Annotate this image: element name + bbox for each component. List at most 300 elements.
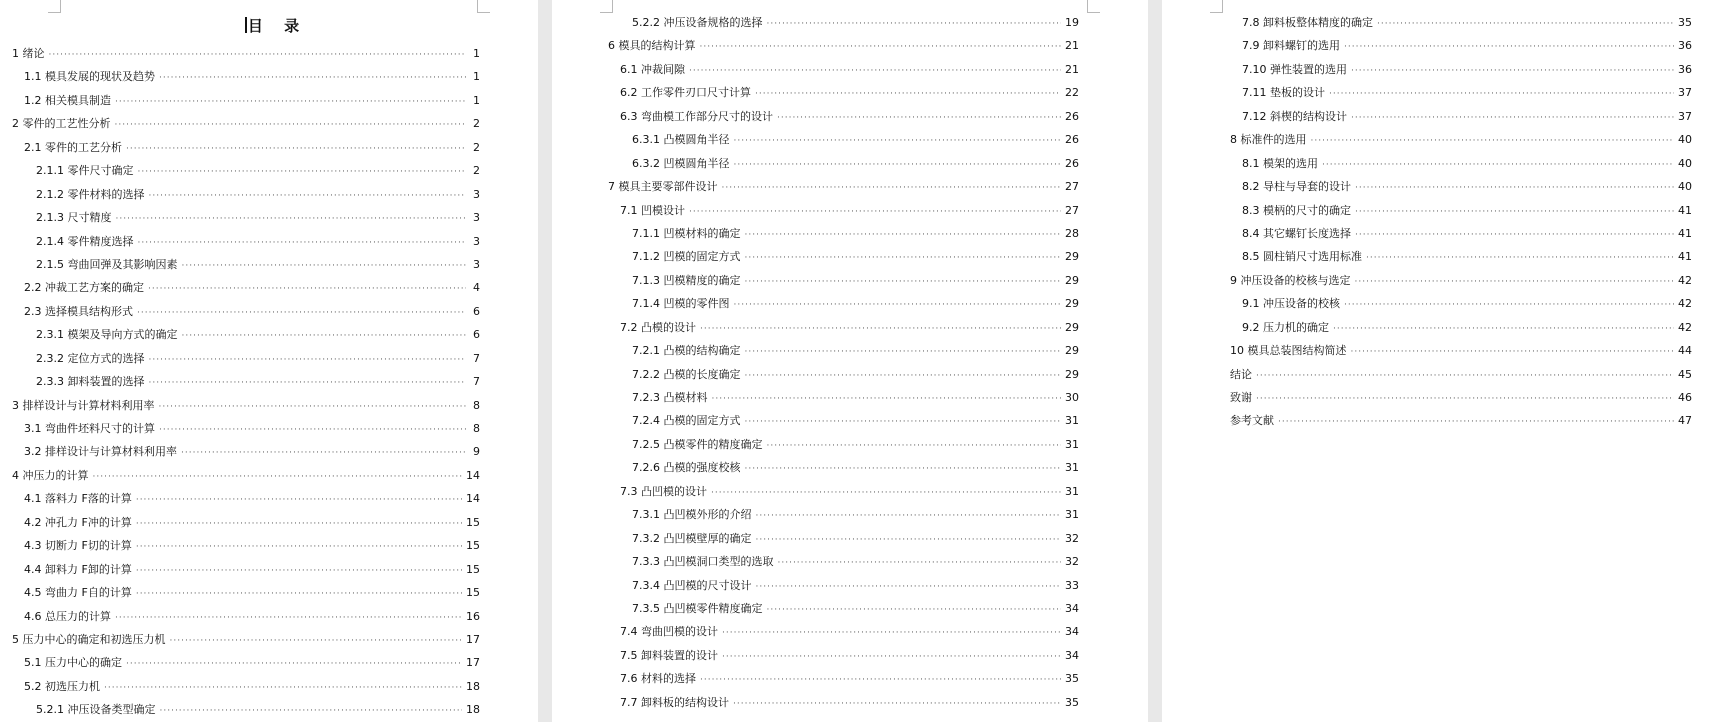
toc-entry-text: 2 零件的工艺性分析 (12, 117, 111, 131)
toc-page-number: 17 (466, 632, 480, 646)
toc-entry-text: 7.7 卸料板的结构设计 (620, 695, 729, 709)
toc-leader-dots (756, 576, 1062, 599)
toc-entry[interactable] (608, 81, 1079, 104)
toc-entry-text: 7.6 材料的选择 (620, 672, 696, 686)
toc-leader-dots (1333, 318, 1674, 341)
toc-page-number: 29 (1065, 250, 1079, 264)
toc-leader-dots (745, 458, 1062, 481)
toc-leader-dots (1355, 271, 1675, 294)
toc-entry[interactable] (608, 667, 1079, 690)
toc-entry-text: 2.3.1 模架及导向方式的确定 (36, 328, 178, 342)
toc-leader-dots (137, 302, 466, 325)
toc-list-page-3 (1230, 11, 1692, 433)
toc-entry[interactable] (12, 323, 480, 346)
toc-entry-text: 1.2 相关模具制造 (24, 93, 111, 107)
toc-page-number: 31 (1065, 461, 1079, 475)
toc-entry-text: 6.3.1 凸模圆角半径 (632, 133, 730, 147)
toc-entry[interactable] (608, 644, 1079, 667)
page-corner-mark (1087, 0, 1100, 13)
toc-page-number: 7 (473, 351, 480, 365)
toc-leader-dots (767, 599, 1062, 622)
toc-page-number: 41 (1678, 203, 1692, 217)
toc-leader-dots (149, 185, 467, 208)
toc-entry-text: 5.1 压力中心的确定 (24, 656, 122, 670)
toc-entry-text: 1.1 模具发展的现状及趋势 (24, 70, 155, 84)
toc-page-number: 29 (1065, 297, 1079, 311)
toc-entry[interactable] (12, 253, 480, 276)
toc-page-number: 32 (1065, 555, 1079, 569)
toc-entry-text: 7.1.2 凹模的固定方式 (632, 250, 741, 264)
page-corner-mark (600, 0, 613, 13)
toc-entry-text: 9.1 冲压设备的校核 (1242, 297, 1340, 311)
toc-leader-dots (745, 247, 1062, 270)
toc-entry-text: 7.2.1 凸模的结构确定 (632, 344, 741, 358)
toc-entry-text: 9 冲压设备的校核与选定 (1230, 273, 1351, 287)
toc-entry-text: 7.2.2 凸模的长度确定 (632, 367, 741, 381)
toc-page-number: 18 (466, 703, 480, 717)
toc-entry-text: 2.1.2 零件材料的选择 (36, 187, 145, 201)
toc-entry-text: 3 排样设计与计算材料利用率 (12, 398, 155, 412)
toc-leader-dots (136, 513, 462, 536)
page-1 (0, 0, 538, 722)
toc-leader-dots (170, 630, 463, 653)
toc-leader-dots (181, 442, 466, 465)
toc-page-number: 14 (466, 468, 480, 482)
toc-entry[interactable] (12, 605, 480, 628)
toc-entry-text: 7.9 卸料螺钉的选用 (1242, 39, 1340, 53)
toc-entry-text: 7.8 卸料板整体精度的确定 (1242, 16, 1373, 29)
toc-page-number: 3 (473, 187, 480, 201)
toc-leader-dots (1256, 365, 1674, 388)
toc-entry[interactable] (1230, 58, 1692, 81)
toc-entry-text: 7.1.1 凹模材料的确定 (632, 226, 741, 240)
toc-entry-text: 4.1 落料力 F落的计算 (24, 492, 132, 506)
toc-entry-text: 7.3.2 凸凹模壁厚的确定 (632, 531, 752, 545)
toc-entry[interactable] (12, 698, 480, 721)
toc-entry[interactable] (12, 347, 480, 370)
toc-leader-dots (49, 44, 467, 67)
toc-leader-dots (115, 114, 467, 137)
toc-entry-text: 6.3 弯曲模工作部分尺寸的设计 (620, 109, 773, 123)
toc-entry[interactable] (608, 292, 1079, 315)
toc-entry-text: 2.1.5 弯曲回弹及其影响因素 (36, 257, 178, 271)
toc-entry-text: 4.2 冲孔力 F冲的计算 (24, 515, 132, 529)
toc-page-number: 15 (466, 586, 480, 600)
toc-page-number: 35 (1065, 695, 1079, 709)
toc-list-page-2 (608, 11, 1079, 714)
toc-page-number: 16 (466, 609, 480, 623)
toc-entry-text: 8.3 模柄的尺寸的确定 (1242, 203, 1351, 217)
toc-entry-text: 2.3.3 卸料装置的选择 (36, 375, 145, 389)
toc-entry-text: 4.5 弯曲力 F自的计算 (24, 586, 132, 600)
toc-page-number: 2 (473, 164, 480, 178)
toc-page-number: 4 (473, 281, 480, 295)
toc-page-number: 26 (1065, 109, 1079, 123)
toc-entry-text: 5 压力中心的确定和初选压力机 (12, 632, 166, 646)
toc-entry[interactable] (12, 159, 480, 182)
toc-leader-dots (1311, 130, 1675, 153)
toc-leader-dots (1377, 13, 1674, 36)
toc-entry-text: 7.12 斜楔的结构设计 (1242, 109, 1347, 123)
toc-entry-text: 3.1 弯曲件坯料尺寸的计算 (24, 422, 155, 435)
toc-entry[interactable] (608, 597, 1079, 620)
toc-page-number: 8 (473, 422, 480, 435)
toc-page-number: 31 (1065, 437, 1079, 451)
toc-page-number: 40 (1678, 133, 1692, 147)
toc-page-number: 6 (473, 304, 480, 318)
toc-leader-dots (149, 372, 467, 395)
toc-page-number: 36 (1678, 62, 1692, 76)
toc-entry[interactable] (12, 558, 480, 581)
toc-page-number: 3 (473, 257, 480, 271)
toc-entry-text: 2.1.4 零件精度选择 (36, 234, 134, 248)
toc-leader-dots (1256, 388, 1674, 411)
toc-page-number: 45 (1678, 367, 1692, 381)
toc-entry[interactable] (12, 112, 480, 135)
toc-entry[interactable] (608, 339, 1079, 362)
toc-entry-text: 7.10 弹性装置的选用 (1242, 62, 1347, 76)
toc-entry[interactable] (1230, 292, 1692, 315)
toc-page-number: 15 (466, 562, 480, 576)
toc-entry-text: 7.2.4 凸模的固定方式 (632, 414, 741, 428)
toc-entry[interactable] (608, 175, 1079, 198)
toc-leader-dots (745, 271, 1062, 294)
toc-entry[interactable] (1230, 34, 1692, 57)
toc-page-number: 30 (1065, 391, 1079, 404)
toc-page-number: 21 (1065, 62, 1079, 76)
toc-page-number: 14 (466, 492, 480, 506)
toc-page-number: 1 (473, 93, 480, 107)
toc-entry-text: 7.2.3 凸模材料 (632, 391, 708, 404)
toc-leader-dots (159, 419, 466, 442)
toc-entry[interactable] (1230, 11, 1692, 34)
toc-leader-dots (136, 560, 462, 583)
toc-leader-dots (756, 529, 1062, 552)
toc-entry-text: 6.2 工作零件刃口尺寸计算 (620, 86, 751, 100)
toc-page-number: 37 (1678, 109, 1692, 123)
toc-entry-text: 9.2 压力机的确定 (1242, 320, 1329, 334)
toc-entry-text: 3.2 排样设计与计算材料利用率 (24, 445, 177, 459)
toc-entry[interactable] (12, 42, 480, 65)
toc-leader-dots (182, 255, 467, 278)
toc-page-number: 41 (1678, 226, 1692, 240)
toc-page-number: 17 (466, 656, 480, 670)
toc-entry[interactable] (608, 503, 1079, 526)
toc-leader-dots (148, 278, 466, 301)
toc-entry[interactable] (1230, 316, 1692, 339)
toc-entry[interactable] (12, 206, 480, 229)
page-corner-mark (477, 0, 490, 13)
toc-entry[interactable] (12, 65, 480, 88)
toc-leader-dots (722, 177, 1062, 200)
toc-leader-dots (700, 318, 1061, 341)
toc-leader-dots (1329, 83, 1674, 106)
toc-entry-text: 7.2 凸模的设计 (620, 320, 696, 334)
toc-leader-dots (1351, 60, 1674, 83)
toc-page-number: 9 (473, 445, 480, 459)
toc-entry[interactable] (608, 199, 1079, 222)
toc-page-number: 36 (1678, 39, 1692, 53)
toc-leader-dots (778, 552, 1062, 575)
toc-page-number: 35 (1065, 672, 1079, 686)
toc-page-number: 19 (1065, 16, 1079, 29)
toc-page-number: 29 (1065, 344, 1079, 358)
toc-page-number: 40 (1678, 156, 1692, 170)
toc-page-number: 26 (1065, 156, 1079, 170)
toc-leader-dots (159, 396, 467, 419)
toc-page-number: 33 (1065, 578, 1079, 592)
toc-leader-dots (756, 505, 1062, 528)
toc-entry-text: 7.1 凹模设计 (620, 203, 685, 217)
toc-page-number: 34 (1065, 601, 1079, 615)
toc-page-number: 27 (1065, 180, 1079, 194)
toc-entry[interactable] (1230, 81, 1692, 104)
toc-entry-text: 7 模具主要零部件设计 (608, 180, 718, 194)
toc-entry[interactable] (12, 581, 480, 604)
toc-entry[interactable] (1230, 339, 1692, 362)
toc-entry[interactable] (12, 511, 480, 534)
toc-list-page-1 (12, 42, 480, 722)
toc-entry-text: 致谢 (1230, 391, 1252, 404)
toc-entry[interactable] (1230, 386, 1692, 409)
toc-page-number: 34 (1065, 625, 1079, 639)
toc-leader-dots (136, 536, 462, 559)
toc-entry-text: 结论 (1230, 367, 1252, 381)
toc-entry-text: 10 模具总装图结构简述 (1230, 344, 1347, 358)
toc-entry[interactable] (12, 370, 480, 393)
toc-page-number: 44 (1678, 344, 1692, 358)
toc-entry[interactable] (12, 675, 480, 698)
toc-page-number: 3 (473, 211, 480, 225)
toc-entry[interactable] (12, 464, 480, 487)
toc-entry[interactable] (608, 34, 1079, 57)
toc-entry[interactable] (12, 89, 480, 112)
toc-leader-dots (722, 622, 1061, 645)
toc-leader-dots (734, 130, 1062, 153)
toc-entry-text: 4 冲压力的计算 (12, 468, 89, 482)
toc-entry[interactable] (608, 550, 1079, 573)
toc-leader-dots (1366, 247, 1674, 270)
toc-leader-dots (116, 208, 467, 231)
toc-entry[interactable] (608, 105, 1079, 128)
toc-entry-text: 5.2 初选压力机 (24, 679, 100, 693)
toc-leader-dots (733, 693, 1061, 716)
toc-entry-text: 7.1.4 凹模的零件图 (632, 297, 730, 311)
toc-entry-text: 2.3 选择模具结构形式 (24, 304, 133, 318)
toc-title-text: 目 录 (247, 17, 308, 35)
page-3 (1162, 0, 1711, 722)
toc-leader-dots (722, 646, 1061, 669)
toc-entry[interactable] (1230, 105, 1692, 128)
toc-leader-dots (745, 341, 1062, 364)
toc-page-number: 2 (473, 117, 480, 131)
toc-leader-dots (1322, 154, 1674, 177)
toc-page-number: 47 (1678, 414, 1692, 428)
toc-leader-dots (1344, 294, 1674, 317)
toc-leader-dots (115, 91, 466, 114)
toc-entry-text: 5.2.2 冲压设备规格的选择 (632, 16, 763, 29)
toc-entry-text: 7.3.4 凸凹模的尺寸设计 (632, 578, 752, 592)
toc-leader-dots (700, 36, 1062, 59)
toc-page-number: 42 (1678, 297, 1692, 311)
toc-entry[interactable] (12, 276, 480, 299)
page-corner-mark (48, 0, 61, 13)
toc-leader-dots (700, 669, 1061, 692)
toc-entry[interactable] (12, 183, 480, 206)
toc-entry[interactable] (12, 628, 480, 651)
toc-page-number: 1 (473, 70, 480, 84)
toc-entry[interactable] (608, 691, 1079, 714)
toc-entry-text: 2.2 冲裁工艺方案的确定 (24, 281, 144, 295)
page-corner-mark (1210, 0, 1223, 13)
toc-page-number: 42 (1678, 320, 1692, 334)
toc-leader-dots (159, 67, 466, 90)
toc-leader-dots (138, 232, 467, 255)
toc-leader-dots (777, 107, 1061, 130)
toc-entry[interactable] (1230, 152, 1692, 175)
toc-leader-dots (734, 294, 1062, 317)
toc-leader-dots (1278, 411, 1674, 434)
toc-entry-text: 参考文献 (1230, 414, 1274, 428)
toc-entry[interactable] (608, 128, 1079, 151)
toc-entry[interactable] (12, 300, 480, 323)
toc-entry[interactable] (1230, 199, 1692, 222)
toc-leader-dots (712, 388, 1062, 411)
toc-entry[interactable] (1230, 128, 1692, 151)
toc-page-number: 37 (1678, 86, 1692, 100)
toc-page-number: 32 (1065, 531, 1079, 545)
text-cursor (245, 17, 247, 33)
toc-leader-dots (689, 60, 1061, 83)
toc-entry[interactable] (608, 363, 1079, 386)
toc-leader-dots (104, 677, 462, 700)
toc-page-number: 6 (473, 328, 480, 342)
toc-entry[interactable] (12, 534, 480, 557)
toc-entry[interactable] (12, 417, 480, 440)
toc-page-number: 31 (1065, 414, 1079, 428)
toc-entry[interactable] (12, 651, 480, 674)
toc-entry[interactable] (12, 230, 480, 253)
toc-page-number: 29 (1065, 320, 1079, 334)
toc-leader-dots (1355, 224, 1674, 247)
toc-page-number: 31 (1065, 484, 1079, 498)
toc-entry[interactable] (1230, 245, 1692, 268)
toc-page-number: 1 (473, 47, 480, 60)
toc-leader-dots (711, 482, 1061, 505)
toc-page-number: 27 (1065, 203, 1079, 217)
toc-entry-text: 8.5 圆柱销尺寸选用标准 (1242, 250, 1362, 264)
toc-entry[interactable] (608, 269, 1079, 292)
toc-page-number: 35 (1678, 16, 1692, 29)
toc-entry[interactable] (1230, 175, 1692, 198)
toc-entry[interactable] (608, 409, 1079, 432)
toc-leader-dots (689, 201, 1061, 224)
toc-leader-dots (1351, 107, 1674, 130)
toc-entry[interactable] (608, 222, 1079, 245)
toc-page-number: 28 (1065, 226, 1079, 240)
toc-entry-text: 7.4 弯曲凹模的设计 (620, 625, 718, 639)
toc-entry-text: 7.3.5 凸凹模零件精度确定 (632, 601, 763, 615)
toc-entry[interactable] (608, 620, 1079, 643)
toc-entry-text: 8.1 模架的选用 (1242, 156, 1318, 170)
toc-entry-text: 6 模具的结构计算 (608, 39, 696, 53)
toc-page-number: 46 (1678, 391, 1692, 404)
toc-page-number: 29 (1065, 367, 1079, 381)
toc-entry-text: 7.3 凸凹模的设计 (620, 484, 707, 498)
toc-entry-text: 2.1.1 零件尺寸确定 (36, 164, 134, 178)
toc-entry[interactable] (608, 480, 1079, 503)
toc-entry[interactable] (608, 316, 1079, 339)
toc-leader-dots (745, 365, 1062, 388)
toc-entry[interactable] (608, 456, 1079, 479)
toc-page-number: 26 (1065, 133, 1079, 147)
toc-entry-text: 7.3.1 凸凹模外形的介绍 (632, 508, 752, 522)
toc-entry[interactable] (608, 58, 1079, 81)
toc-entry[interactable] (1230, 409, 1692, 432)
toc-entry[interactable] (608, 245, 1079, 268)
toc-leader-dots (136, 583, 462, 606)
toc-entry[interactable] (12, 136, 480, 159)
toc-entry[interactable] (608, 11, 1079, 34)
toc-leader-dots (115, 607, 462, 630)
toc-page-number: 7 (473, 375, 480, 389)
toc-entry-text: 2.1.3 尺寸精度 (36, 211, 112, 225)
toc-entry-text: 7.5 卸料装置的设计 (620, 648, 718, 662)
toc-entry[interactable] (608, 574, 1079, 597)
toc-entry-text: 6.1 冲裁间隙 (620, 62, 685, 76)
toc-entry[interactable] (12, 394, 480, 417)
toc-entry[interactable] (608, 386, 1079, 409)
toc-entry-text: 7.3.3 凸凹模洞口类型的选取 (632, 555, 774, 569)
toc-leader-dots (767, 435, 1062, 458)
toc-leader-dots (138, 161, 467, 184)
toc-entry[interactable] (1230, 269, 1692, 292)
toc-leader-dots (767, 13, 1062, 36)
toc-entry-text: 2.1 零件的工艺分析 (24, 140, 122, 154)
toc-page-number: 34 (1065, 648, 1079, 662)
toc-entry-text: 8 标准件的选用 (1230, 133, 1307, 147)
toc-leader-dots (1344, 36, 1674, 59)
toc-entry-text: 7.2.6 凸模的强度校核 (632, 461, 741, 475)
toc-entry-text: 7.1.3 凹模精度的确定 (632, 273, 741, 287)
toc-entry[interactable] (608, 152, 1079, 175)
toc-entry[interactable] (1230, 363, 1692, 386)
toc-leader-dots (1351, 341, 1675, 364)
toc-leader-dots (734, 154, 1062, 177)
page-2 (552, 0, 1148, 722)
toc-entry-text: 7.11 垫板的设计 (1242, 86, 1325, 100)
toc-page-number: 42 (1678, 273, 1692, 287)
toc-entry[interactable] (1230, 222, 1692, 245)
toc-entry[interactable] (608, 527, 1079, 550)
toc-leader-dots (1355, 177, 1674, 200)
toc-leader-dots (755, 83, 1061, 106)
toc-entry[interactable] (12, 487, 480, 510)
toc-entry[interactable] (608, 433, 1079, 456)
toc-page-number: 40 (1678, 180, 1692, 194)
toc-entry-text: 1 绪论 (12, 47, 45, 60)
toc-entry[interactable] (12, 440, 480, 463)
toc-leader-dots (160, 700, 463, 722)
toc-leader-dots (126, 138, 466, 161)
toc-entry-text: 8.2 导柱与导套的设计 (1242, 180, 1351, 194)
toc-leader-dots (1355, 201, 1674, 224)
toc-page-number: 21 (1065, 39, 1079, 53)
toc-page-number: 18 (466, 679, 480, 693)
toc-leader-dots (126, 653, 462, 676)
toc-page-number: 29 (1065, 273, 1079, 287)
toc-entry-text: 4.6 总压力的计算 (24, 609, 111, 623)
